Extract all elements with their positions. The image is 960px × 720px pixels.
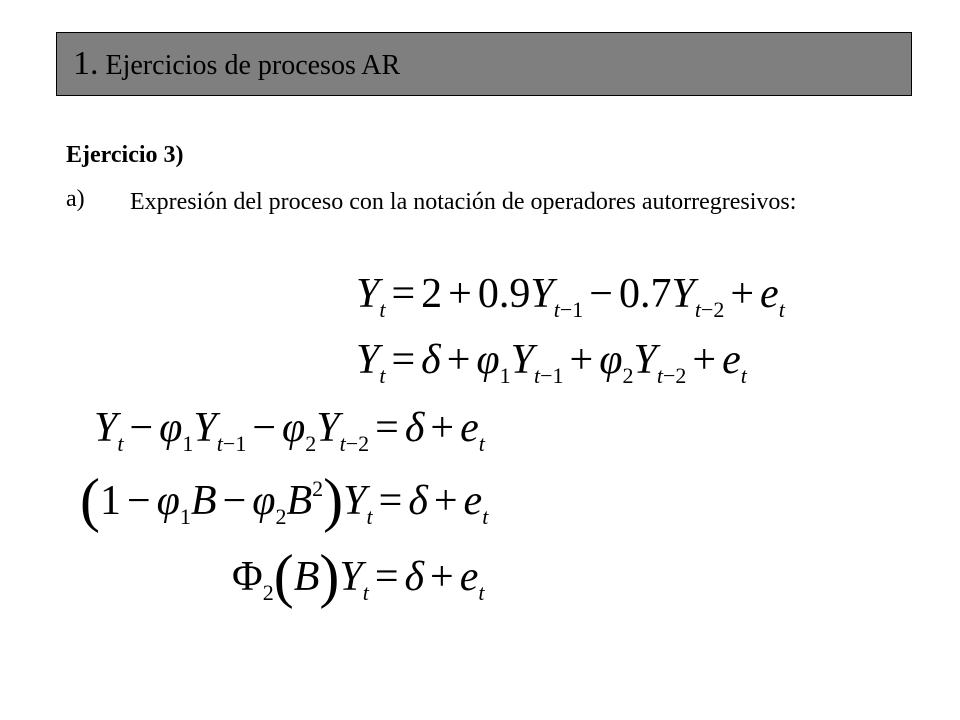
equation-5: $\Phi_2(B)Y_t = \delta + e_t$ bbox=[232, 543, 485, 609]
exercise-heading: Ejercicio 3) bbox=[66, 142, 184, 168]
equation-1: $Y_t = 2 + 0.9Y_{t-1} - 0.7Y_{t-2} + e_t$ bbox=[356, 271, 785, 322]
slide-title-number: 1. bbox=[73, 45, 99, 82]
item-text: Expresión del proceso con la notación de operadores autorregresivos: bbox=[130, 189, 797, 215]
slide-title-text: Ejercicios de procesos AR bbox=[105, 50, 401, 81]
slide-title-bar bbox=[56, 32, 912, 96]
equation-4: $(1 - \varphi_1B - \varphi_2B^2)Y_t = \delta + e_t$ bbox=[80, 467, 489, 533]
equation-2: $Y_t = \delta + \varphi_1Y_{t-1} + \varphi_2Y_{t-2} + e_t$ bbox=[356, 337, 747, 388]
item-marker: a) bbox=[66, 186, 85, 212]
equation-3: $Y_t - \varphi_1Y_{t-1} - \varphi_2Y_{t-2} = \delta + e_t$ bbox=[94, 405, 485, 456]
slide-title bbox=[73, 47, 400, 83]
